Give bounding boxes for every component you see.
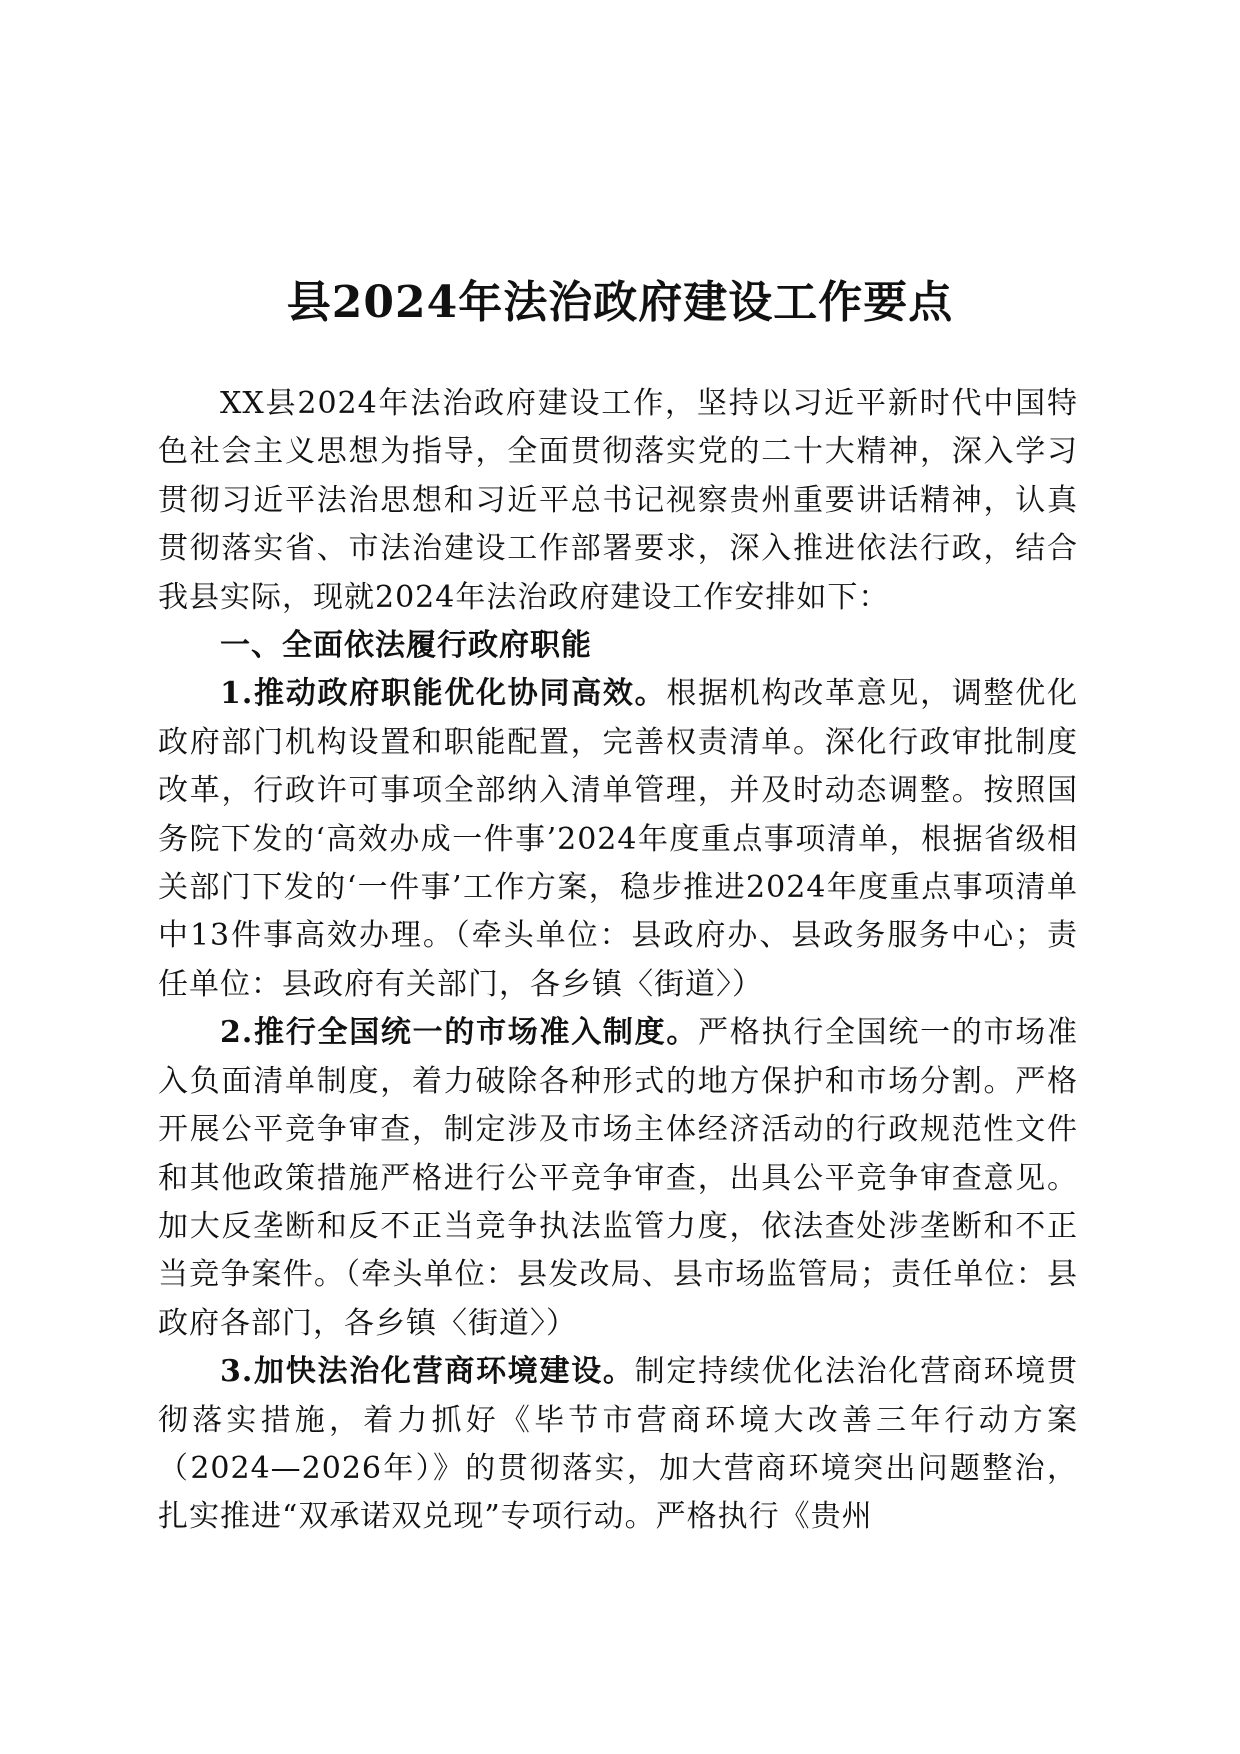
item-paragraph-1 — [158, 670, 1078, 1009]
item-text-3: 制定持续优化法治化营商环境贯彻落实措施，着力抓好《毕节市营商环境大改善三年行动方案（2024—2026年）》的贯彻落实，加大营商环境突出问题整治，扎实推进“双承诺双兑现”专项行动。严格执行《贵州 — [158, 1354, 1078, 1535]
item-text-1: 根据机构改革意见，调整优化政府部门机构设置和职能配置，完善权责清单。深化行政审批制度改革，行政许可事项全部纳入清单管理，并及时动态调整。按照国务院下发的‘高效办成一件事’2024年度重点事项清单，根据省级相关部门下发的‘一件事’工作方案，稳步推进2024年度重点事项清单中13件事高效办理。（牵头单位：县政府办、县政务服务中心；责任单位：县政府有关部门，各乡镇〈街道〉） — [158, 676, 1078, 1002]
document-title: 县2024年法治政府建设工作要点 — [286, 277, 954, 329]
section-heading: 一、全面依法履行政府职能 — [220, 628, 592, 664]
item-paragraph-3 — [158, 1348, 1078, 1542]
document-body — [158, 380, 1078, 1542]
item-paragraph-2 — [158, 1009, 1078, 1348]
item-text-2: 严格执行全国统一的市场准入负面清单制度，着力破除各种形式的地方保护和市场分割。严格开展公平竞争审查，制定涉及市场主体经济活动的行政规范性文件和其他政策措施严格进行公平竞争审查，出具公平竞争审查意见。加大反垄断和反不正当竞争执法监管力度，依法查处涉垄断和不正当竞争案件。（牵头单位：县发改局、县市场监管局；责任单位：县政府各部门，各乡镇〈街道〉） — [158, 1015, 1078, 1341]
item-lead-3: 3.加快法治化营商环境建设。 — [220, 1354, 635, 1390]
item-lead-2: 2.推行全国统一的市场准入制度。 — [220, 1015, 699, 1051]
intro-paragraph: XX县2024年法治政府建设工作，坚持以习近平新时代中国特色社会主义思想为指导，全面贯彻落实党的二十大精神，深入学习贯彻习近平法治思想和习近平总书记视察贵州重要讲话精神，认真贯彻落实省、市法治建设工作部署要求，深入推进依法行政，结合我县实际，现就2024年法治政府建设工作安排如下： — [158, 386, 1078, 615]
item-lead-1: 1.推动政府职能优化协同高效。 — [220, 676, 667, 712]
